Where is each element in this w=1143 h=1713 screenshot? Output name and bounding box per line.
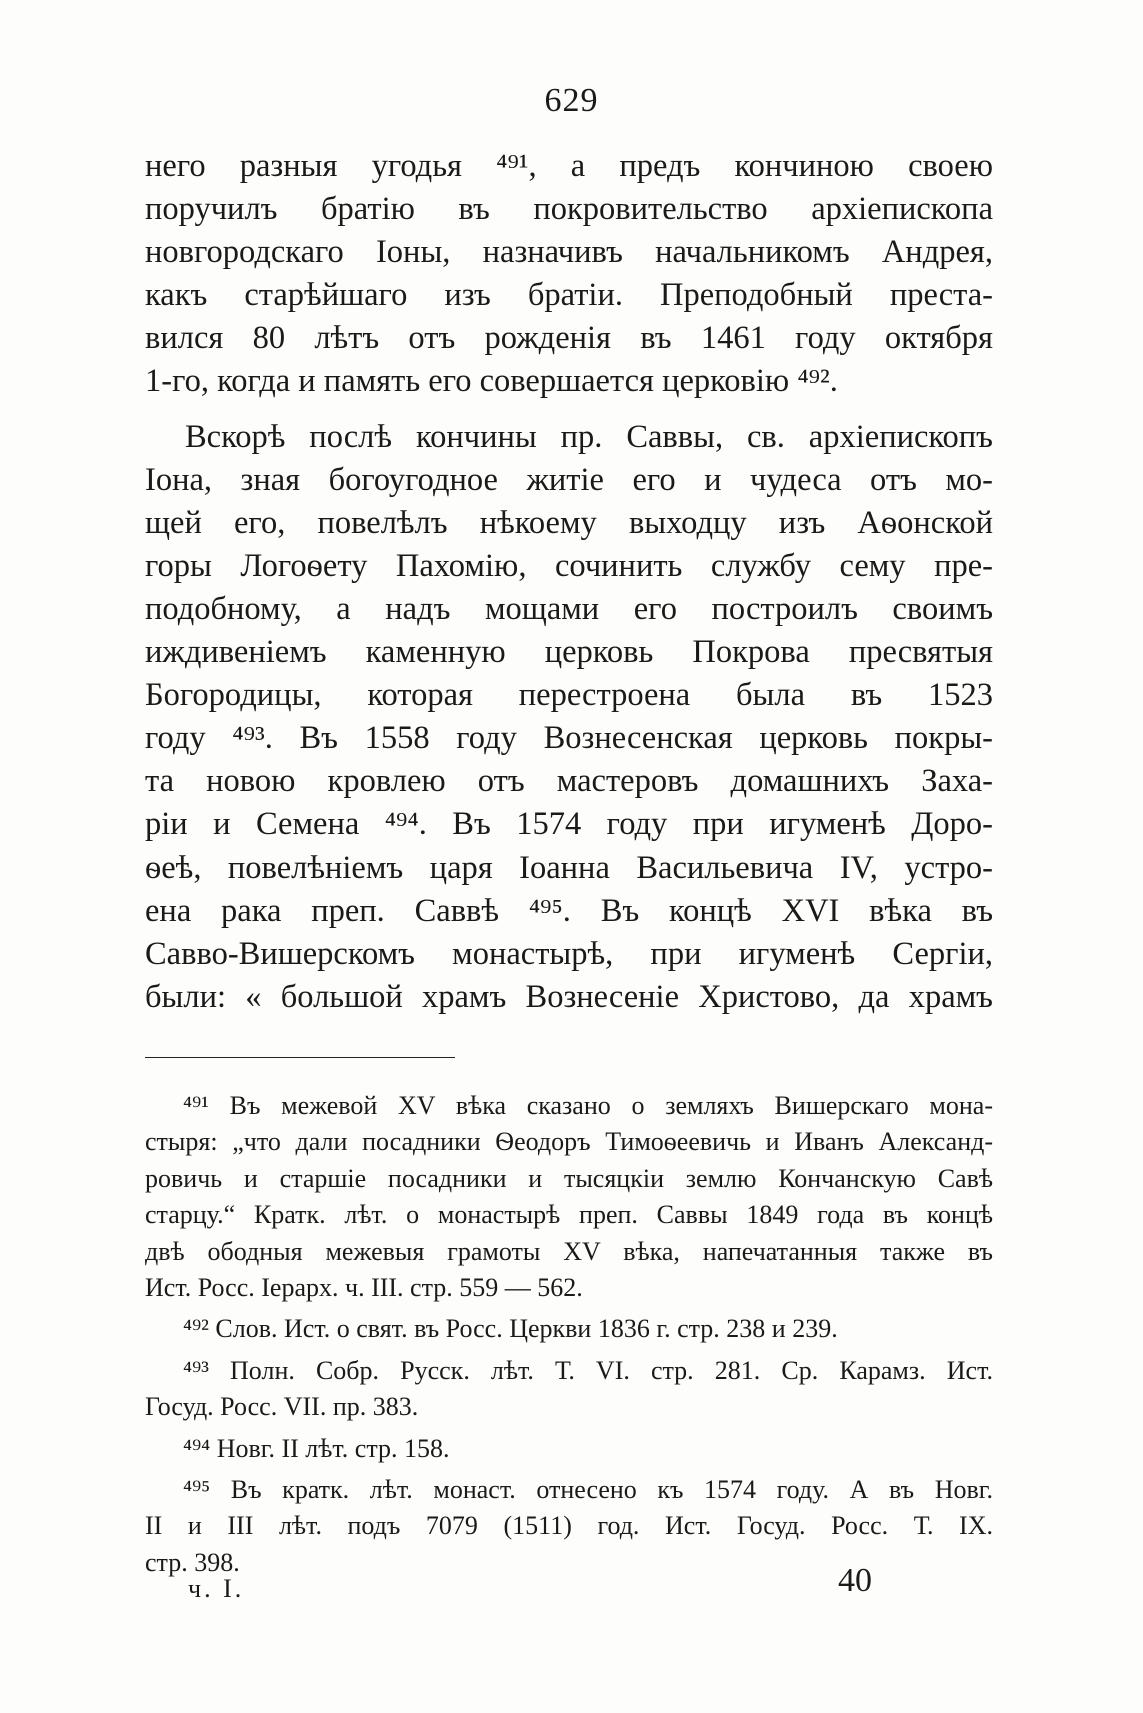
sheet-number: 40 [838, 1562, 872, 1599]
text-line: Богородицы, которая перестроена была въ 1523 [145, 677, 993, 714]
text-line: ена рака преп. Саввѣ ⁴⁹⁵. Въ концѣ XVI вѣка въ [145, 892, 993, 929]
signature-mark: ч. I. [188, 1574, 245, 1603]
footnote-line: старцу.“ Кратк. лѣт. о монастырѣ преп. Саввы 1849 года въ концѣ [145, 1200, 993, 1230]
footnote-divider [145, 1057, 455, 1058]
text-line: поручилъ братію въ покровительство архіепископа [145, 191, 993, 228]
text-line: Савво-Вишерскомъ монастырѣ, при игуменѣ Сергіи, [145, 935, 993, 972]
text-line: та новою кровлею отъ мастеровъ домашнихъ Заха- [145, 763, 993, 800]
text-line: него разныя угодья ⁴⁹¹, а предъ кончиною своею [145, 148, 993, 184]
text-line: подобному, а надъ мощами его построилъ своимъ [145, 590, 993, 627]
text-line: были: « большой храмъ Вознесеніе Христово, да храмъ [145, 978, 993, 1015]
text-line: ѳеѣ, повелѣніемъ царя Іоанна Васильевича IV, устро- [145, 849, 993, 886]
text-line: новгородскаго Іоны, назначивъ начальникомъ Андрея, [145, 234, 993, 271]
text-line: Вскорѣ послѣ кончины пр. Саввы, св. архіепископъ [185, 418, 993, 455]
text-line: 1-го, когда и память его совершается церковію ⁴⁹². [145, 363, 838, 400]
text-line: какъ старѣйшаго изъ братіи. Преподобный преста- [145, 277, 993, 314]
text-line: году ⁴⁹³. Въ 1558 году Вознесенская церковь покры- [145, 720, 993, 757]
text-line: горы Логоѳету Пахомію, сочинить службу сему пре- [145, 547, 993, 584]
text-line: Іона, зная богоугодное житіе его и чудеса отъ мо- [145, 461, 993, 498]
footnote-line: двѣ ободныя межевыя грамоты XV вѣка, напечатанныя также въ [145, 1236, 993, 1266]
text-line: иждивеніемъ каменную церковь Покрова пресвятыя [145, 634, 993, 671]
footnote-line: Ист. Росс. Іерарх. ч. III. стр. 559 — 562. [145, 1272, 583, 1302]
footnote-line: II и III лѣт. подъ 7079 (1511) год. Ист. Госуд. Росс. Т. IX. [145, 1511, 993, 1541]
footnote-line: ⁴⁹³ Полн. Собр. Русск. лѣт. Т. VI. стр. 281. Ср. Карамз. Ист. [183, 1355, 993, 1385]
footnote-line: Госуд. Росс. VII. пр. 383. [145, 1392, 419, 1422]
footnote-line: ⁴⁹¹ Въ межевой XV вѣка сказано о земляхъ Вишерскаго мона- [183, 1091, 993, 1120]
footnote-line: ⁴⁹⁵ Въ кратк. лѣт. монаст. отнесено къ 1574 году. А въ Новг. [183, 1474, 993, 1504]
footnote-line: стыря: „что дали посадники Ѳеодоръ Тимоѳеевичь и Иванъ Александ- [145, 1127, 993, 1157]
footnote-line: ⁴⁹² Слов. Ист. о свят. въ Росс. Церкви 1836 г. стр. 238 и 239. [183, 1314, 838, 1344]
footnote-line: стр. 398. [145, 1547, 240, 1577]
footnote-line: ⁴⁹⁴ Новг. II лѣт. стр. 158. [183, 1433, 450, 1463]
footnotes [145, 1088, 993, 1581]
footnote-line: ровичь и старшіе посадники и тысяцкіи землю Кончанскую Савѣ [145, 1163, 993, 1193]
main-text [145, 145, 993, 1019]
text-line: щей его, повелѣлъ нѣкоему выходцу изъ Аѳонской [145, 504, 993, 541]
text-line: ріи и Семена ⁴⁹⁴. Въ 1574 году при игуменѣ Доро- [145, 806, 993, 843]
text-line: вился 80 лѣтъ отъ рожденія въ 1461 году октября [145, 320, 993, 357]
page-number: 629 [544, 82, 599, 119]
paragraph-gap [145, 404, 993, 416]
